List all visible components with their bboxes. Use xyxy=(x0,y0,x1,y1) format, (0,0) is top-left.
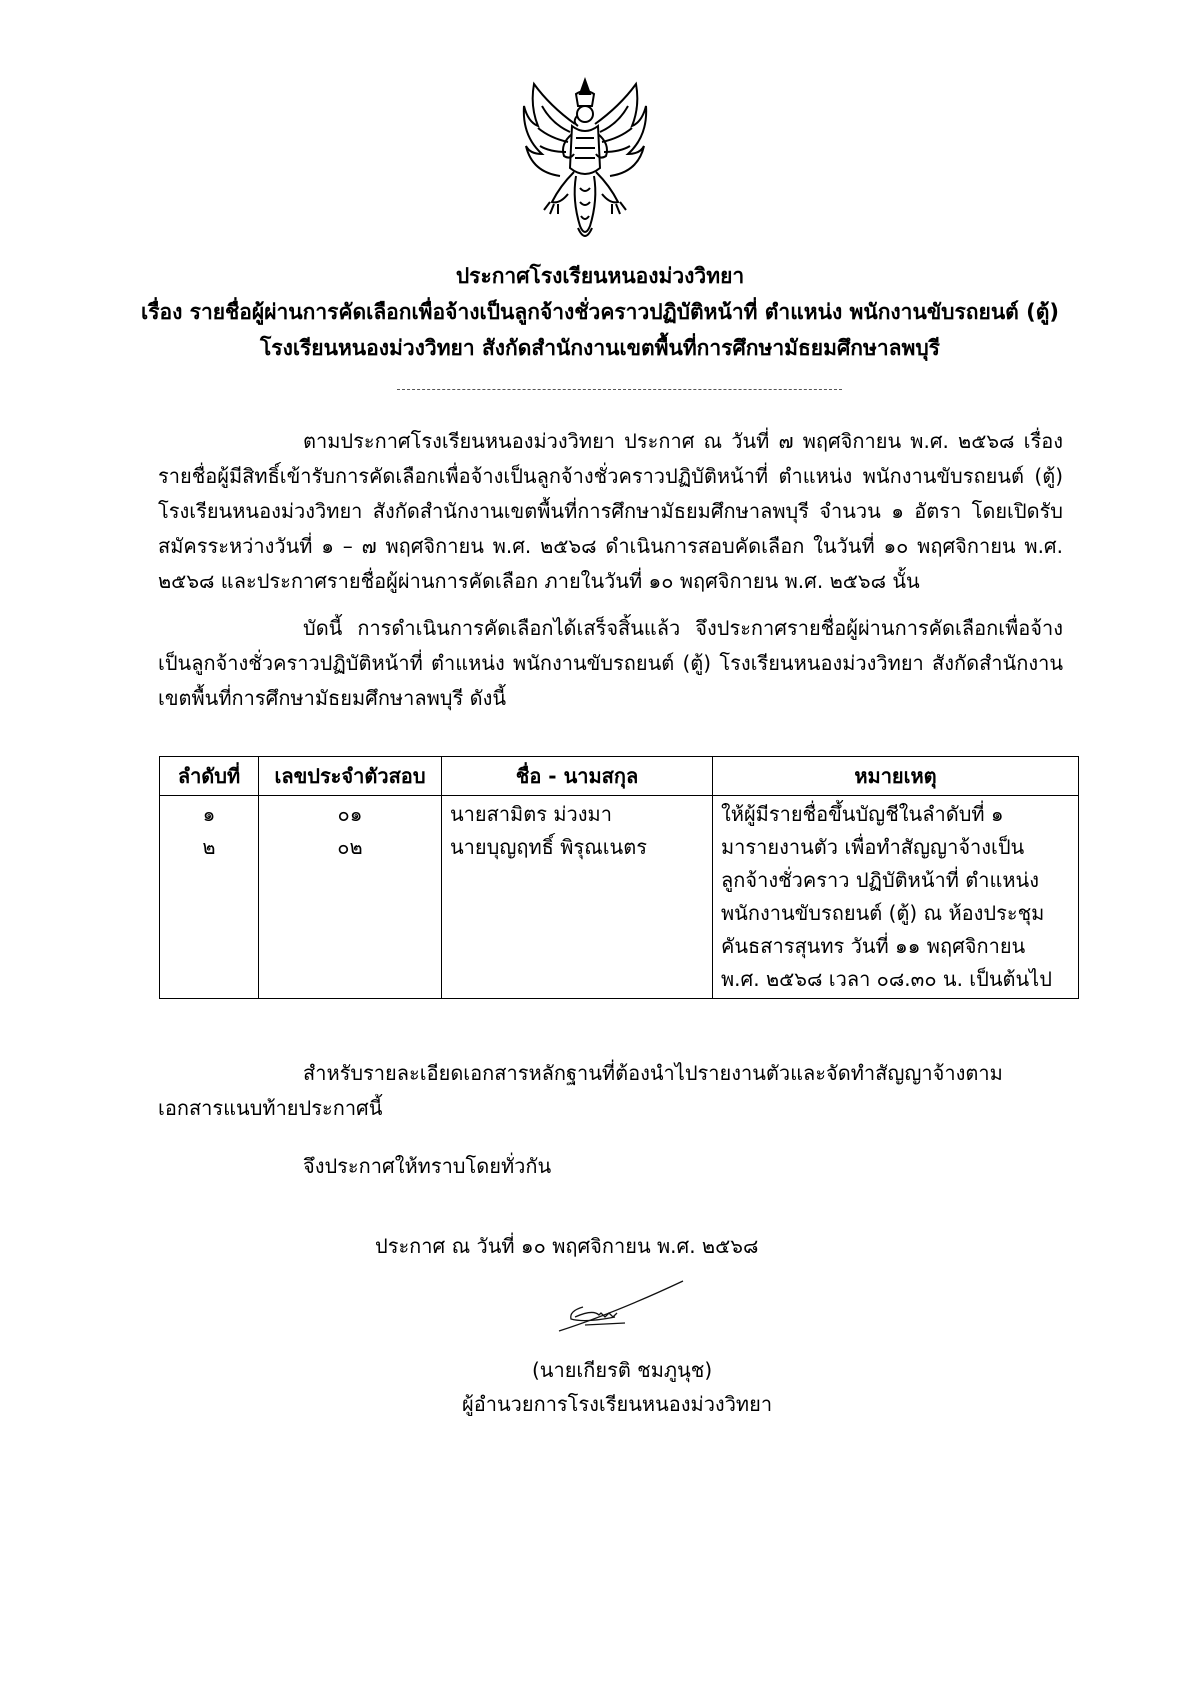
header-name: ชื่อ - นามสกุล xyxy=(442,757,713,796)
order-value: ๒ xyxy=(202,835,216,859)
announcement-agency: โรงเรียนหนองม่วงวิทยา สังกัดสำนักงานเขตพื้นที่การศึกษามัธยมศึกษาลพบุรี xyxy=(260,336,940,360)
exam-id-value: ๐๑ xyxy=(337,802,363,826)
remark-line: มารายงานตัว เพื่อทำสัญญาจ้างเป็น xyxy=(721,835,1025,859)
divider-line xyxy=(397,389,842,390)
announcement-date: ประกาศ ณ วันที่ ๑๐ พฤศจิกายน พ.ศ. ๒๕๖๘ xyxy=(375,1234,759,1258)
paragraph-documents: สำหรับรายละเอียดเอกสารหลักฐานที่ต้องนำไปรายงานตัวและจัดทำสัญญาจ้างตามเอกสารแนบท้ายประกาศนี้ xyxy=(158,1061,1003,1120)
remark-line: พ.ศ. ๒๕๖๘ เวลา ๐๘.๓๐ น. เป็นต้นไป xyxy=(721,967,1052,991)
remark-line: พนักงานขับรถยนต์ (ตู้) ณ ห้องประชุม xyxy=(721,901,1045,925)
remark-line: คันธสารสุนทร วันที่ ๑๑ พฤศจิกายน xyxy=(721,934,1026,958)
header-exam-id: เลขประจำตัวสอบ xyxy=(259,757,442,796)
name-cell xyxy=(442,796,713,999)
header-order: ลำดับที่ xyxy=(160,757,259,796)
announcement-subject: เรื่อง รายชื่อผู้ผ่านการคัดเลือกเพื่อจ้างเป็นลูกจ้างชั่วคราวปฏิบัติหน้าที่ ตำแหน่ง พนักงานขับรถยนต์ (ตู้) xyxy=(141,300,1059,324)
table-row xyxy=(160,796,1079,999)
paragraph-announcement: บัดนี้ การดำเนินการคัดเลือกได้เสร็จสิ้นแล้ว จึงประกาศรายชื่อผู้ผ่านการคัดเลือกเพื่อจ้างเป็นลูกจ้างชั่วคราวปฏิบัติหน้าที่ ตำแหน่ง พนักงานขับรถยนต์ (ตู้) โรงเรียนหนองม่วงวิทยา สังกัดสำนักงานเขตพื้นที่การศึกษามัธยมศึกษาลพบุรี ดังนี้ xyxy=(158,616,1063,710)
results-table xyxy=(159,756,1079,999)
remark-line: ให้ผู้มีรายชื่อขึ้นบัญชีในลำดับที่ ๑ xyxy=(721,802,1004,826)
announce-statement: จึงประกาศให้ทราบโดยทั่วกัน xyxy=(303,1154,552,1178)
table-header-row xyxy=(160,757,1079,796)
signatory-name: (นายเกียรติ ชมภูนุช) xyxy=(532,1358,713,1382)
header-remark: หมายเหตุ xyxy=(713,757,1079,796)
exam-id-cell xyxy=(259,796,442,999)
order-cell xyxy=(160,796,259,999)
garuda-emblem-icon xyxy=(520,76,650,246)
exam-id-value: ๐๒ xyxy=(337,835,363,859)
signature-icon xyxy=(555,1273,685,1333)
candidate-name: นายบุญฤทธิ์ พิรุณเนตร xyxy=(450,835,647,859)
signatory-position: ผู้อำนวยการโรงเรียนหนองม่วงวิทยา xyxy=(462,1392,773,1416)
remark-line: ลูกจ้างชั่วคราว ปฏิบัติหน้าที่ ตำแหน่ง xyxy=(721,868,1039,892)
paragraph-reference: ตามประกาศโรงเรียนหนองม่วงวิทยา ประกาศ ณ วันที่ ๗ พฤศจิกายน พ.ศ. ๒๕๖๘ เรื่อง รายชื่อผู้มีสิทธิ์เข้ารับการคัดเลือกเพื่อจ้างเป็นลูกจ้างชั่วคราวปฏิบัติหน้าที่ ตำแหน่ง พนักงานขับรถยนต์ (ตู้) โรงเรียนหนองม่วงวิทยา สังกัดสำนักงานเขตพื้นที่การศึกษามัธยมศึกษาลพบุรี จำนวน ๑ อัตรา โดยเปิดรับสมัครระหว่างวันที่ ๑ – ๗ พฤศจิกายน พ.ศ. ๒๕๖๘ ดำเนินการสอบคัดเลือก ในวันที่ ๑๐ พฤศจิกายน พ.ศ. ๒๕๖๘ และประกาศรายชื่อผู้ผ่านการคัดเลือก ภายในวันที่ ๑๐ พฤศจิกายน พ.ศ. ๒๕๖๘ นั้น xyxy=(158,429,1063,593)
candidate-name: นายสามิตร ม่วงมา xyxy=(450,802,612,826)
announcement-title: ประกาศโรงเรียนหนองม่วงวิทยา xyxy=(455,264,745,288)
order-value: ๑ xyxy=(202,802,216,826)
remark-cell xyxy=(713,796,1079,999)
